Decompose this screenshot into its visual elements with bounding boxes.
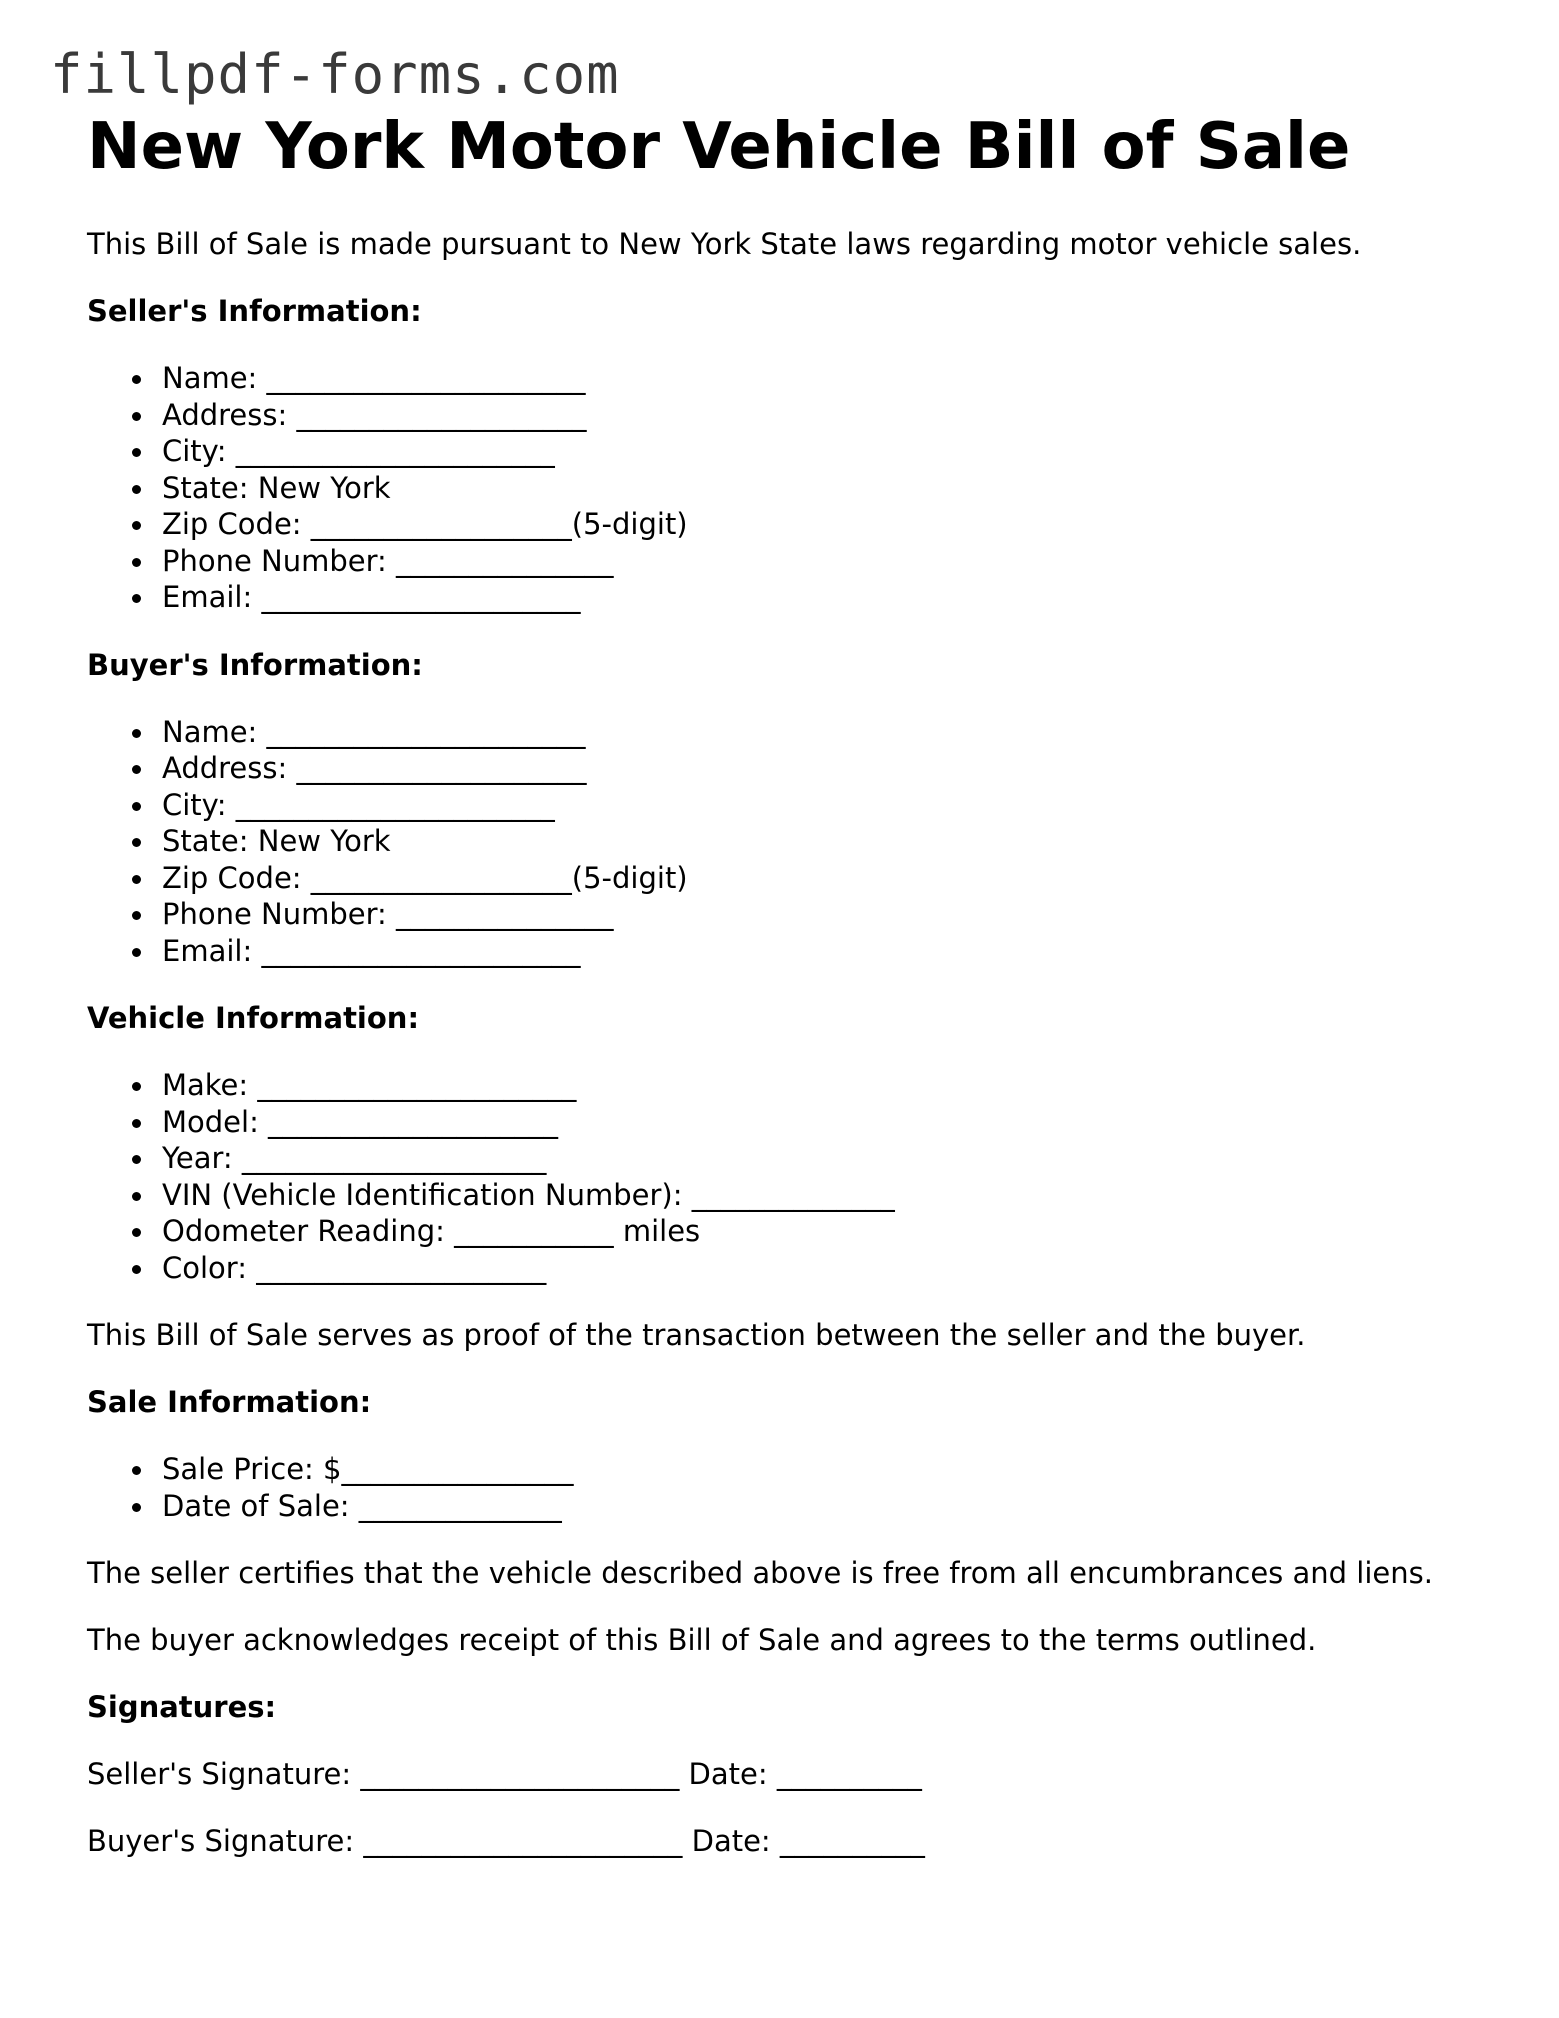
seller-info-list [87,360,1487,616]
document-title: New York Motor Vehicle Bill of Sale [87,110,1351,184]
vehicle-color-field[interactable]: Color: ____________________ [162,1250,1487,1287]
vehicle-section-heading: Vehicle Information: [87,1001,420,1036]
seller-email-field[interactable]: Email: ______________________ [162,579,1487,616]
buyer-info-list [87,714,1487,970]
seller-address-field[interactable]: Address: ____________________ [162,397,1487,434]
proof-paragraph: This Bill of Sale serves as proof of the transaction between the seller and the buyer. [87,1318,1306,1353]
vehicle-odometer-field[interactable]: Odometer Reading: ___________ miles [162,1213,1487,1250]
buyer-section-heading: Buyer's Information: [87,647,423,682]
seller-city-field[interactable]: City: ______________________ [162,433,1487,470]
vehicle-year-field[interactable]: Year: _____________________ [162,1140,1487,1177]
sale-info-list [87,1451,1487,1524]
buyer-phone-field[interactable]: Phone Number: _______________ [162,896,1487,933]
vehicle-info-list [87,1067,1487,1286]
acknowledge-paragraph: The buyer acknowledges receipt of this Bill of Sale and agrees to the terms outlined. [87,1623,1317,1658]
buyer-state-field: State: New York [162,823,1487,860]
seller-phone-field[interactable]: Phone Number: _______________ [162,543,1487,580]
buyer-email-field[interactable]: Email: ______________________ [162,933,1487,970]
watermark-text: fillpdf-forms.com [50,43,620,106]
intro-paragraph: This Bill of Sale is made pursuant to New York State laws regarding motor vehicle sales. [87,227,1362,262]
vehicle-make-field[interactable]: Make: ______________________ [162,1067,1487,1104]
buyer-city-field[interactable]: City: ______________________ [162,787,1487,824]
buyer-zip-field[interactable]: Zip Code: __________________(5-digit) [162,860,1487,897]
certify-paragraph: The seller certifies that the vehicle described above is free from all encumbrances and liens. [87,1556,1433,1591]
buyer-name-field[interactable]: Name: ______________________ [162,714,1487,751]
seller-signature-line[interactable]: Seller's Signature: ______________________ Date: __________ [87,1757,922,1792]
sale-section-heading: Sale Information: [87,1385,372,1420]
seller-zip-field[interactable]: Zip Code: __________________(5-digit) [162,506,1487,543]
seller-name-field[interactable]: Name: ______________________ [162,360,1487,397]
sale-date-field[interactable]: Date of Sale: ______________ [162,1488,1487,1525]
seller-state-field: State: New York [162,470,1487,507]
buyer-address-field[interactable]: Address: ____________________ [162,750,1487,787]
vehicle-model-field[interactable]: Model: ____________________ [162,1104,1487,1141]
buyer-signature-line[interactable]: Buyer's Signature: ______________________ Date: __________ [87,1824,925,1859]
document-page [87,112,1487,1859]
sale-price-field[interactable]: Sale Price: $________________ [162,1451,1487,1488]
vehicle-vin-field[interactable]: VIN (Vehicle Identification Number): ______________ [162,1177,1487,1214]
seller-section-heading: Seller's Information: [87,294,422,329]
signatures-section-heading: Signatures: [87,1690,277,1725]
